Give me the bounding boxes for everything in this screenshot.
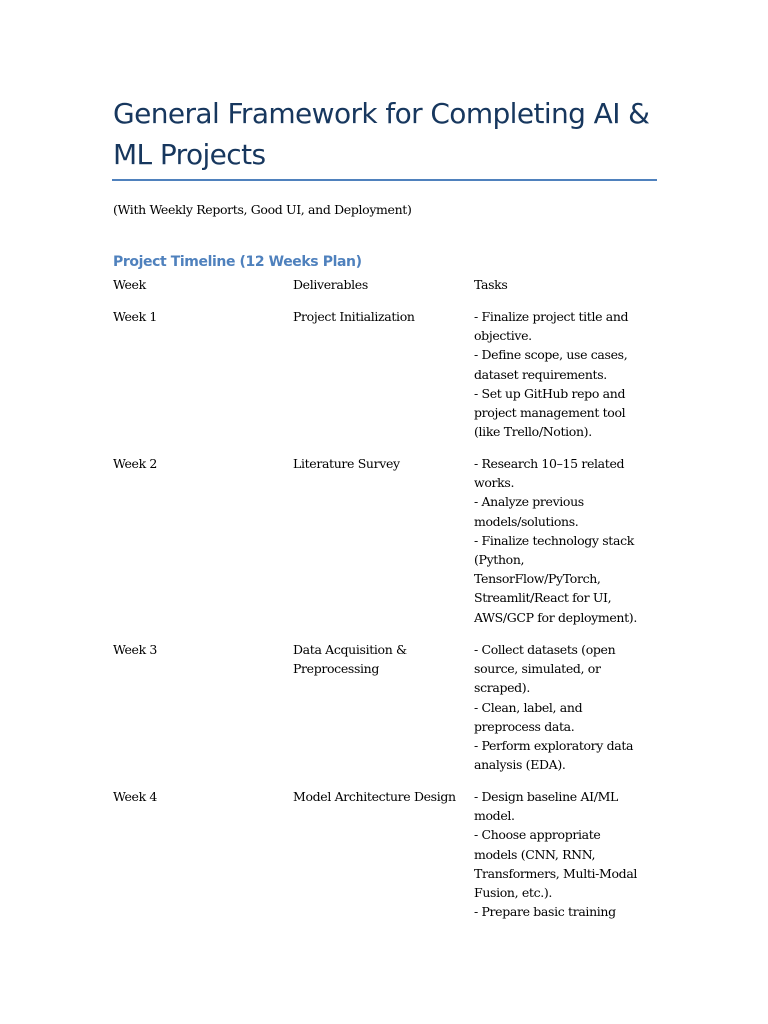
table-row-tasks: - Finalize project title and objective. - Define scope, use cases, dataset requirements. - Set up GitHub repo and project management tool (like Trello/Notion).: [474, 309, 629, 440]
column-header-week: Week: [113, 277, 146, 292]
table-row-week: Week 1: [113, 309, 158, 324]
section-heading-timeline: Project Timeline (12 Weeks Plan): [113, 254, 362, 270]
table-row-tasks: - Research 10–15 related works. - Analyze previous models/solutions. - Finalize technology stack (Python, TensorFlow/PyTorch, Streamlit/React for UI, AWS/GCP for deployment).: [474, 456, 637, 625]
table-row-deliverable: Project Initialization: [293, 309, 415, 324]
column-header-deliverables: Deliverables: [293, 277, 368, 292]
document-title: General Framework for Completing AI & ML Projects: [113, 97, 650, 171]
table-row-tasks: - Design baseline AI/ML model. - Choose appropriate models (CNN, RNN, Transformers, Multi-Modal Fusion, etc.). - Prepare basic training: [474, 789, 638, 920]
table-row-week: Week 3: [113, 642, 158, 657]
table-row-deliverable: Data Acquisition & Preprocessing: [293, 642, 407, 677]
table-row-deliverable: Literature Survey: [293, 456, 400, 471]
table-row-week: Week 4: [113, 789, 158, 804]
table-row-deliverable: Model Architecture Design: [293, 789, 456, 804]
table-row-week: Week 2: [113, 456, 158, 471]
document-subtitle: (With Weekly Reports, Good UI, and Deployment): [113, 202, 412, 217]
column-header-tasks: Tasks: [474, 277, 508, 292]
table-row-tasks: - Collect datasets (open source, simulated, or scraped). - Clean, label, and preprocess data. - Perform exploratory data analysis (EDA).: [474, 642, 634, 773]
title-divider: [112, 179, 657, 181]
